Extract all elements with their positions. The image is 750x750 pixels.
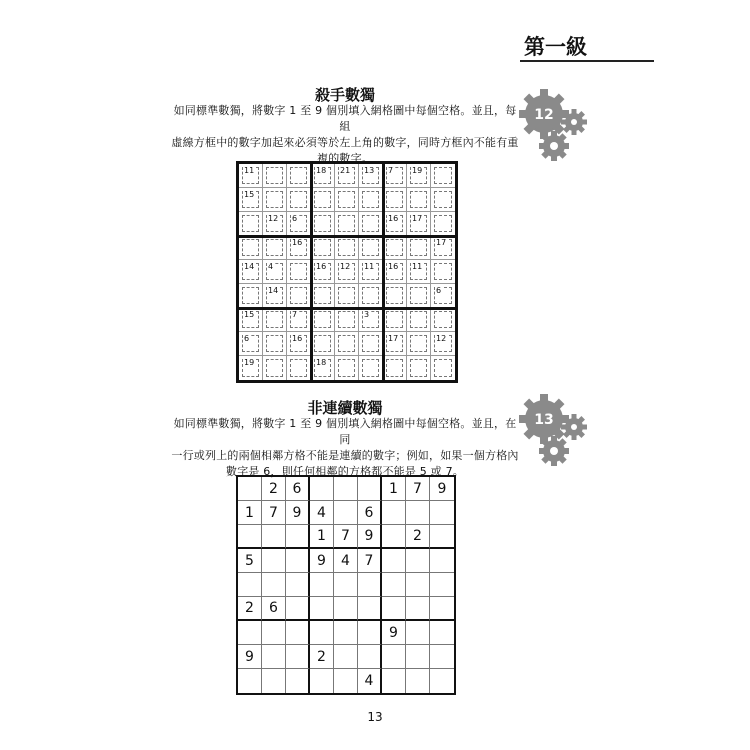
killer-cell[interactable]: [239, 284, 263, 308]
sudoku-cell[interactable]: 7: [334, 525, 358, 549]
sudoku-cell[interactable]: [382, 549, 406, 573]
cage-outline: [314, 287, 331, 304]
sudoku-cell[interactable]: [334, 573, 358, 597]
sudoku-cell[interactable]: [238, 573, 262, 597]
non-consecutive-sudoku-grid: [236, 475, 456, 695]
box-divider: [239, 307, 455, 310]
cage-sum: 19: [244, 358, 255, 367]
killer-cell[interactable]: [335, 212, 359, 236]
cage-sum: 11: [244, 166, 255, 175]
killer-cell[interactable]: [383, 260, 407, 284]
cage-sum: 16: [388, 262, 399, 271]
cage-outline: [362, 239, 379, 256]
sudoku-cell[interactable]: [382, 573, 406, 597]
cage-sum: 18: [316, 166, 327, 175]
killer-cell[interactable]: [335, 284, 359, 308]
cage-outline: [362, 335, 379, 352]
killer-cell[interactable]: [287, 284, 311, 308]
cage-sum: 16: [316, 262, 327, 271]
cage-sum: 7: [292, 310, 298, 319]
killer-cell[interactable]: [311, 332, 335, 356]
cage-sum: 17: [436, 238, 447, 247]
killer-cell[interactable]: [359, 332, 383, 356]
sudoku-cell[interactable]: [334, 477, 358, 501]
sudoku-cell[interactable]: 9: [358, 525, 382, 549]
killer-cell[interactable]: [335, 332, 359, 356]
killer-cell[interactable]: [383, 308, 407, 332]
killer-cell[interactable]: [239, 260, 263, 284]
cage-sum: 3: [364, 310, 370, 319]
cage-sum: 11: [364, 262, 375, 271]
cage-outline: [434, 359, 452, 377]
sudoku-cell[interactable]: [310, 573, 334, 597]
sudoku-cell[interactable]: 4: [310, 501, 334, 525]
killer-cell[interactable]: [407, 356, 431, 380]
cage-outline: [386, 359, 403, 377]
cage-outline: [410, 191, 427, 208]
sudoku-cell[interactable]: 6: [262, 597, 286, 621]
killer-cell[interactable]: [311, 356, 335, 380]
cage-outline: [266, 359, 283, 377]
cage-sum: 17: [412, 214, 423, 223]
cage-sum: 16: [292, 238, 303, 247]
cage-sum: 14: [268, 286, 279, 295]
sudoku-cell[interactable]: [430, 597, 454, 621]
killer-cell[interactable]: [359, 260, 383, 284]
sudoku-cell[interactable]: [382, 597, 406, 621]
sudoku-cell[interactable]: [262, 573, 286, 597]
cage-outline: [314, 335, 331, 352]
desc-line: 如同標準數獨，將數字 1 至 9 個別填入網格圖中每個空格。並且，在同: [173, 417, 517, 446]
puzzle-12-number: 12: [534, 107, 554, 123]
killer-cell[interactable]: [431, 332, 455, 356]
killer-cell[interactable]: [287, 260, 311, 284]
cage-outline: [266, 335, 283, 352]
cage-outline: [242, 287, 259, 304]
sudoku-cell[interactable]: [430, 669, 454, 693]
sudoku-cell[interactable]: [286, 669, 310, 693]
sudoku-cell[interactable]: 1: [382, 477, 406, 501]
cage-outline: [290, 287, 307, 304]
cage-outline: [362, 359, 379, 377]
sudoku-cell[interactable]: 1: [238, 501, 262, 525]
killer-cell[interactable]: [239, 332, 263, 356]
sudoku-cell[interactable]: [406, 573, 430, 597]
cage-outline: [434, 263, 452, 280]
cage-outline: [314, 215, 331, 232]
killer-cell[interactable]: [407, 164, 431, 188]
killer-cell[interactable]: [263, 236, 287, 260]
killer-cell[interactable]: [431, 308, 455, 332]
box-divider: [310, 164, 313, 380]
killer-cell[interactable]: [407, 308, 431, 332]
killer-cell[interactable]: [239, 308, 263, 332]
puzzle-12-description: [170, 103, 520, 167]
killer-cell[interactable]: [359, 212, 383, 236]
killer-cell[interactable]: [407, 188, 431, 212]
desc-line: 複的數字。: [317, 152, 373, 165]
sudoku-cell[interactable]: [358, 597, 382, 621]
killer-cell[interactable]: [383, 164, 407, 188]
killer-cell[interactable]: [359, 284, 383, 308]
sudoku-cell[interactable]: 9: [286, 501, 310, 525]
killer-cell[interactable]: [287, 236, 311, 260]
sudoku-cell[interactable]: [238, 669, 262, 693]
cage-outline: [434, 191, 452, 208]
sudoku-cell[interactable]: [310, 621, 334, 645]
sudoku-cell[interactable]: [382, 501, 406, 525]
cage-sum: 6: [436, 286, 442, 295]
sudoku-cell[interactable]: 9: [382, 621, 406, 645]
cage-outline: [338, 359, 355, 377]
killer-cell[interactable]: [335, 356, 359, 380]
killer-cell[interactable]: [287, 308, 311, 332]
sudoku-cell[interactable]: [262, 549, 286, 573]
sudoku-cell[interactable]: 6: [286, 477, 310, 501]
sudoku-cell[interactable]: [286, 621, 310, 645]
sudoku-cell[interactable]: [286, 645, 310, 669]
sudoku-cell[interactable]: 4: [334, 549, 358, 573]
sudoku-cell[interactable]: 9: [310, 549, 334, 573]
killer-cell[interactable]: [263, 188, 287, 212]
killer-cell[interactable]: [407, 332, 431, 356]
cage-outline: [386, 239, 403, 256]
killer-cell[interactable]: [383, 356, 407, 380]
cage-sum: 13: [364, 166, 375, 175]
killer-cell[interactable]: [359, 308, 383, 332]
killer-cell[interactable]: [383, 188, 407, 212]
cage-outline: [290, 167, 307, 184]
cage-sum: 6: [292, 214, 298, 223]
sudoku-cell[interactable]: [406, 549, 430, 573]
killer-cell[interactable]: [311, 188, 335, 212]
killer-cell[interactable]: [383, 236, 407, 260]
sudoku-cell[interactable]: 7: [262, 501, 286, 525]
killer-cell[interactable]: [431, 284, 455, 308]
desc-line: 一行或列上的兩個相鄰方格不能是連續的數字；例如，如果一個方格內: [171, 449, 519, 462]
sudoku-cell[interactable]: [262, 645, 286, 669]
cage-outline: [434, 167, 452, 184]
cage-outline: [314, 239, 331, 256]
sudoku-cell[interactable]: [430, 621, 454, 645]
killer-cell[interactable]: [311, 164, 335, 188]
killer-cell[interactable]: [287, 332, 311, 356]
killer-cell[interactable]: [287, 164, 311, 188]
sudoku-cell[interactable]: [238, 621, 262, 645]
cage-sum: 7: [388, 166, 394, 175]
killer-cell[interactable]: [311, 212, 335, 236]
sudoku-cell[interactable]: 6: [358, 501, 382, 525]
desc-line: 數字是 6，則任何相鄰的方格都不能是 5 或 7。: [226, 465, 464, 478]
sudoku-cell[interactable]: 1: [310, 525, 334, 549]
sudoku-cell[interactable]: [430, 645, 454, 669]
cage-outline: [314, 311, 331, 328]
cage-sum: 16: [292, 334, 303, 343]
killer-cell[interactable]: [335, 188, 359, 212]
killer-cell[interactable]: [431, 236, 455, 260]
killer-cell[interactable]: [239, 164, 263, 188]
sudoku-cell[interactable]: [310, 597, 334, 621]
killer-cell[interactable]: [287, 188, 311, 212]
cage-outline: [266, 239, 283, 256]
cage-outline: [266, 191, 283, 208]
sudoku-cell[interactable]: 2: [262, 477, 286, 501]
cage-outline: [362, 215, 379, 232]
cage-outline: [410, 335, 427, 352]
puzzle-12-title: 殺手數獨: [314, 86, 375, 104]
cage-outline: [290, 263, 307, 280]
box-divider: [239, 235, 455, 238]
sudoku-cell[interactable]: [382, 645, 406, 669]
sudoku-cell[interactable]: [286, 597, 310, 621]
killer-cell[interactable]: [431, 164, 455, 188]
killer-cell[interactable]: [239, 356, 263, 380]
cage-outline: [386, 191, 403, 208]
sudoku-cell[interactable]: [406, 597, 430, 621]
cage-sum: 14: [244, 262, 255, 271]
killer-cell[interactable]: [407, 212, 431, 236]
killer-cell[interactable]: [431, 212, 455, 236]
killer-cell[interactable]: [263, 284, 287, 308]
sudoku-cell[interactable]: 7: [406, 477, 430, 501]
cage-outline: [338, 335, 355, 352]
desc-line: 如同標準數獨，將數字 1 至 9 個別填入網格圖中每個空格。並且，每組: [173, 104, 517, 133]
killer-cell[interactable]: [359, 236, 383, 260]
killer-cell[interactable]: [287, 356, 311, 380]
cage-sum: 21: [340, 166, 351, 175]
sudoku-cell[interactable]: [238, 477, 262, 501]
cage-outline: [434, 215, 452, 232]
sudoku-cell[interactable]: [406, 621, 430, 645]
killer-cell[interactable]: [263, 260, 287, 284]
sudoku-cell[interactable]: [334, 501, 358, 525]
puzzle-13-description: [170, 416, 520, 480]
sudoku-cell[interactable]: [358, 573, 382, 597]
sudoku-cell[interactable]: 4: [358, 669, 382, 693]
sudoku-cell[interactable]: [430, 525, 454, 549]
desc-line: 虛線方框中的數字加起來必須等於左上角的數字，同時方框內不能有重: [171, 136, 519, 149]
killer-cell[interactable]: [359, 188, 383, 212]
killer-cell[interactable]: [239, 236, 263, 260]
killer-cell[interactable]: [239, 212, 263, 236]
cage-sum: 17: [388, 334, 399, 343]
sudoku-cell[interactable]: 2: [238, 597, 262, 621]
killer-sudoku-grid: [236, 161, 458, 383]
puzzle-13-number: 13: [534, 412, 554, 428]
gears-icon-13: [518, 393, 598, 473]
sudoku-cell[interactable]: 9: [430, 477, 454, 501]
cage-outline: [338, 239, 355, 256]
cage-outline: [410, 239, 427, 256]
killer-cell[interactable]: [431, 188, 455, 212]
cage-outline: [266, 167, 283, 184]
sudoku-cell[interactable]: [358, 621, 382, 645]
sudoku-cell[interactable]: [262, 669, 286, 693]
cage-sum: 19: [412, 166, 423, 175]
killer-cell[interactable]: [359, 164, 383, 188]
killer-cell[interactable]: [311, 236, 335, 260]
sudoku-cell[interactable]: 5: [238, 549, 262, 573]
killer-cell[interactable]: [407, 284, 431, 308]
cage-sum: 15: [244, 310, 255, 319]
cage-outline: [410, 287, 427, 304]
killer-cell[interactable]: [311, 284, 335, 308]
cage-outline: [386, 311, 403, 328]
cage-outline: [338, 215, 355, 232]
sudoku-cell[interactable]: [334, 597, 358, 621]
cage-outline: [338, 287, 355, 304]
cage-outline: [290, 191, 307, 208]
box-divider: [382, 164, 385, 380]
sudoku-cell[interactable]: [430, 573, 454, 597]
sudoku-cell[interactable]: [382, 525, 406, 549]
killer-cell[interactable]: [263, 212, 287, 236]
killer-cell[interactable]: [263, 356, 287, 380]
sudoku-cell[interactable]: [358, 645, 382, 669]
cage-sum: 18: [316, 358, 327, 367]
cage-sum: 16: [388, 214, 399, 223]
cage-sum: 12: [268, 214, 279, 223]
killer-cell[interactable]: [263, 164, 287, 188]
sudoku-cell[interactable]: 7: [358, 549, 382, 573]
killer-cell[interactable]: [383, 284, 407, 308]
killer-cell[interactable]: [335, 260, 359, 284]
cage-outline: [242, 215, 259, 232]
cage-sum: 11: [412, 262, 423, 271]
cage-sum: 12: [436, 334, 447, 343]
sudoku-cell[interactable]: [382, 669, 406, 693]
cage-outline: [434, 311, 452, 328]
sudoku-cell[interactable]: [406, 501, 430, 525]
sudoku-cell[interactable]: [286, 549, 310, 573]
sudoku-cell[interactable]: [406, 645, 430, 669]
cage-sum: 4: [268, 262, 274, 271]
cage-outline: [338, 311, 355, 328]
sudoku-cell[interactable]: [286, 525, 310, 549]
cage-sum: 15: [244, 190, 255, 199]
cage-outline: [290, 359, 307, 377]
killer-cell[interactable]: [335, 164, 359, 188]
sudoku-cell[interactable]: 2: [406, 525, 430, 549]
level-title: 第一級: [520, 34, 654, 62]
cage-outline: [386, 287, 403, 304]
cage-outline: [242, 239, 259, 256]
cage-outline: [362, 191, 379, 208]
sudoku-cell[interactable]: [310, 669, 334, 693]
sudoku-cell[interactable]: [358, 477, 382, 501]
sudoku-cell[interactable]: [406, 669, 430, 693]
killer-cell[interactable]: [407, 236, 431, 260]
cage-outline: [314, 191, 331, 208]
killer-cell[interactable]: [311, 308, 335, 332]
puzzle-13-title: 非連續數獨: [307, 399, 383, 417]
cage-outline: [410, 359, 427, 377]
killer-cell[interactable]: [239, 188, 263, 212]
killer-cell[interactable]: [311, 260, 335, 284]
killer-cell[interactable]: [383, 212, 407, 236]
killer-cell[interactable]: [263, 308, 287, 332]
sudoku-cell[interactable]: [310, 477, 334, 501]
cage-sum: 6: [244, 334, 250, 343]
cage-outline: [362, 287, 379, 304]
sudoku-cell[interactable]: [286, 573, 310, 597]
killer-cell[interactable]: [431, 356, 455, 380]
sudoku-cell[interactable]: [262, 525, 286, 549]
sudoku-cell[interactable]: 9: [238, 645, 262, 669]
cage-outline: [338, 191, 355, 208]
page-number: 13: [367, 710, 383, 724]
killer-cell[interactable]: [287, 212, 311, 236]
killer-cell[interactable]: [431, 260, 455, 284]
gears-icon-12: [518, 88, 598, 168]
killer-cell[interactable]: [407, 260, 431, 284]
sudoku-cell[interactable]: 2: [310, 645, 334, 669]
sudoku-cell[interactable]: [262, 621, 286, 645]
sudoku-cell[interactable]: [334, 621, 358, 645]
killer-cell[interactable]: [335, 308, 359, 332]
killer-cell[interactable]: [383, 332, 407, 356]
sudoku-cell[interactable]: [238, 525, 262, 549]
sudoku-cell[interactable]: [430, 549, 454, 573]
killer-cell[interactable]: [263, 332, 287, 356]
cage-outline: [266, 311, 283, 328]
killer-cell[interactable]: [359, 356, 383, 380]
sudoku-cell[interactable]: [334, 669, 358, 693]
cage-outline: [410, 311, 427, 328]
sudoku-cell[interactable]: [430, 501, 454, 525]
sudoku-cell[interactable]: [334, 645, 358, 669]
killer-cell[interactable]: [335, 236, 359, 260]
cage-sum: 12: [340, 262, 351, 271]
